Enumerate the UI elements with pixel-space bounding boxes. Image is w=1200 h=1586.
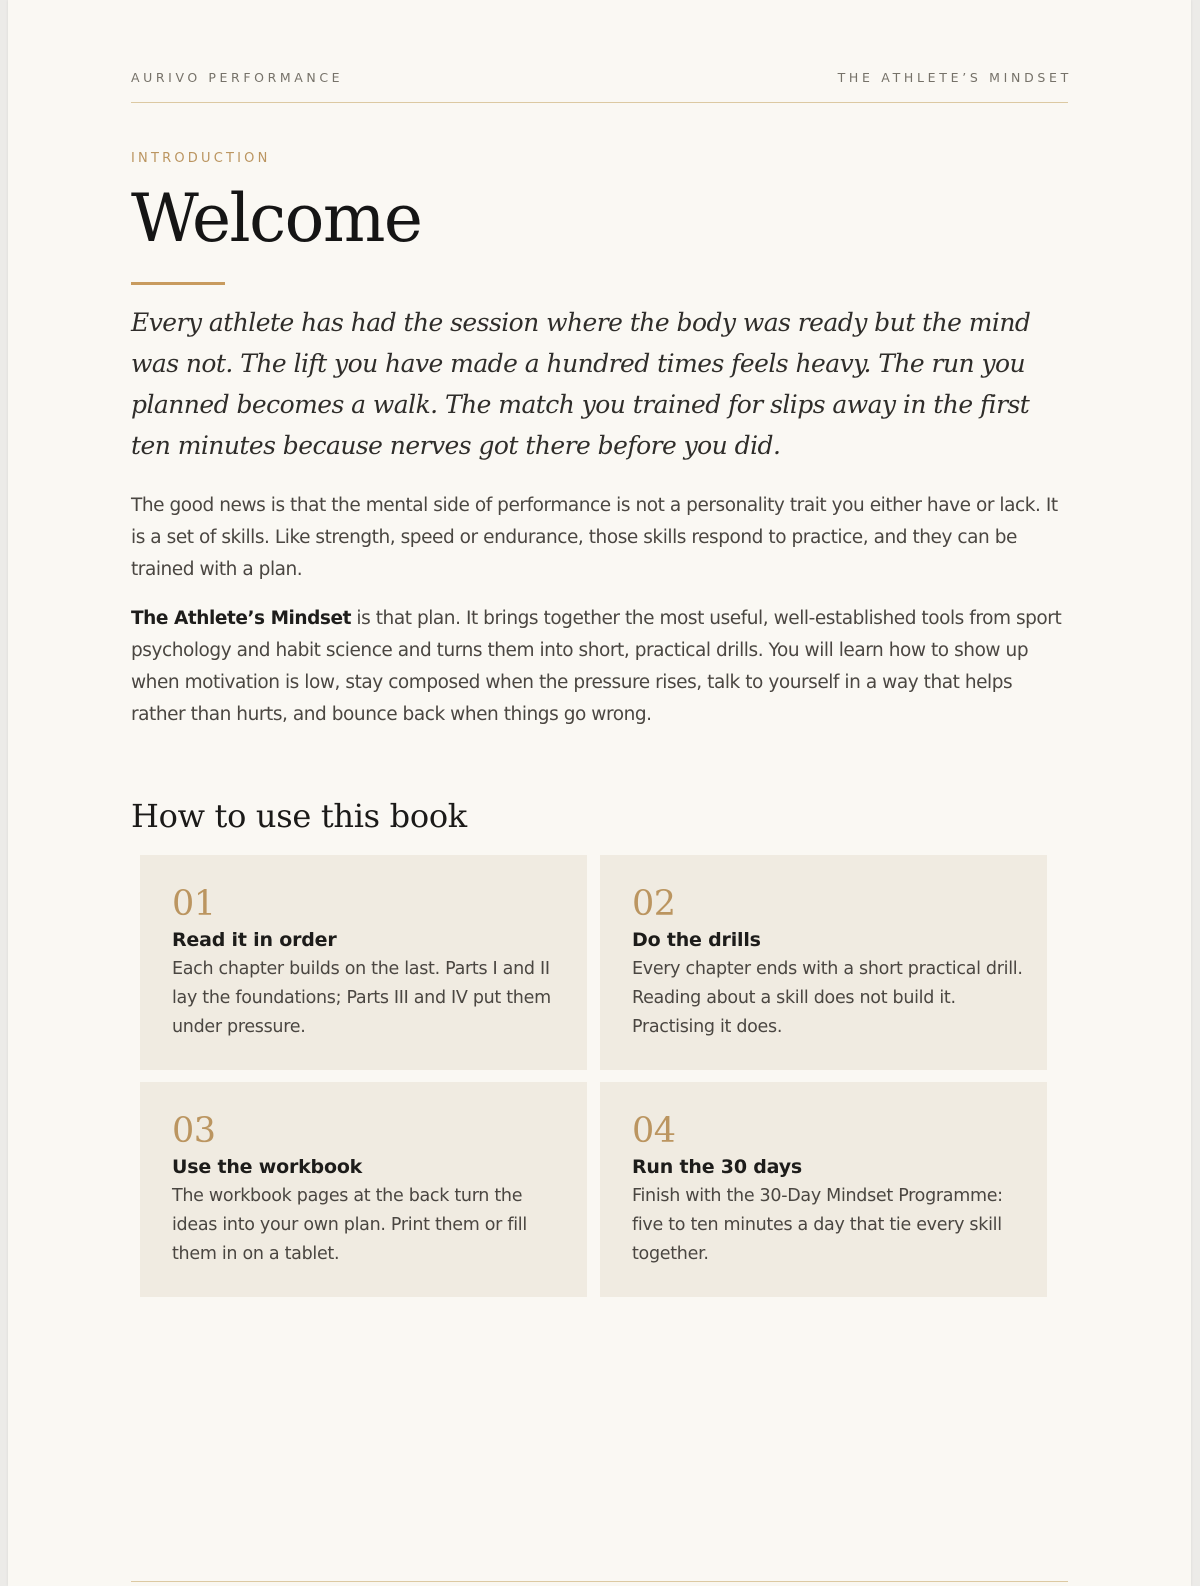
body-paragraph-1: The good news is that the mental side of performance is not a personality trait you either have or lack. It is a set of skills. Like strength, speed or endurance, those skills respond to practice, and they can be trained with a plan. bbox=[131, 495, 1058, 580]
step-description: Every chapter ends with a short practical drill. Reading about a skill does not build it. Practising it does. bbox=[632, 959, 1023, 1037]
step-description: Each chapter builds on the last. Parts I and II lay the foundations; Parts III and IV put them under pressure. bbox=[172, 959, 551, 1037]
step-number: 03 bbox=[172, 1111, 216, 1151]
book-title-emphasis: The Athlete’s Mindset bbox=[131, 608, 351, 629]
step-number: 01 bbox=[172, 884, 216, 924]
step-title: Use the workbook bbox=[172, 1156, 363, 1178]
document-page bbox=[8, 0, 1191, 1586]
section-eyebrow: INTRODUCTION bbox=[131, 151, 271, 166]
step-title: Do the drills bbox=[632, 929, 761, 951]
step-card bbox=[140, 855, 587, 1070]
how-to-use-heading: How to use this book bbox=[131, 797, 467, 835]
publisher-name: AURIVO PERFORMANCE bbox=[131, 70, 344, 85]
body-paragraph-2-text: is that plan. It brings together the most useful, well-established tools from sport psychology and habit science and turns them into short, practical drills. You will learn how to show up when motivation is low, stay composed when the pressure rises, talk to yourself in a way that helps rather than hurts, and bounce back when things go wrong. bbox=[131, 608, 1062, 725]
lede-paragraph: Every athlete has had the session where the body was ready but the mind was not. The lift you have made a hundred times feels heavy. The run you planned becomes a walk. The match you trained for slips away in the first ten minutes because nerves got there before you did. bbox=[131, 308, 1031, 460]
step-description: Finish with the 30-Day Mindset Programme: five to ten minutes a day that tie every skill together. bbox=[632, 1186, 1003, 1264]
body-paragraph-2 bbox=[131, 603, 1068, 731]
how-to-use-cards bbox=[140, 855, 1047, 1297]
step-card bbox=[600, 1082, 1047, 1297]
step-number: 02 bbox=[632, 884, 676, 924]
step-card bbox=[140, 1082, 587, 1297]
footer-divider bbox=[131, 1581, 1068, 1582]
title-underline-divider bbox=[131, 282, 225, 285]
step-description: The workbook pages at the back turn the ideas into your own plan. Print them or fill them in on a tablet. bbox=[172, 1186, 527, 1264]
step-title: Read it in order bbox=[172, 929, 337, 951]
step-title: Run the 30 days bbox=[632, 1156, 802, 1178]
running-header bbox=[131, 70, 1072, 103]
step-number: 04 bbox=[632, 1111, 676, 1151]
step-card bbox=[600, 855, 1047, 1070]
book-title-header: THE ATHLETE’S MINDSET bbox=[837, 70, 1072, 85]
page-title: Welcome bbox=[131, 180, 422, 257]
